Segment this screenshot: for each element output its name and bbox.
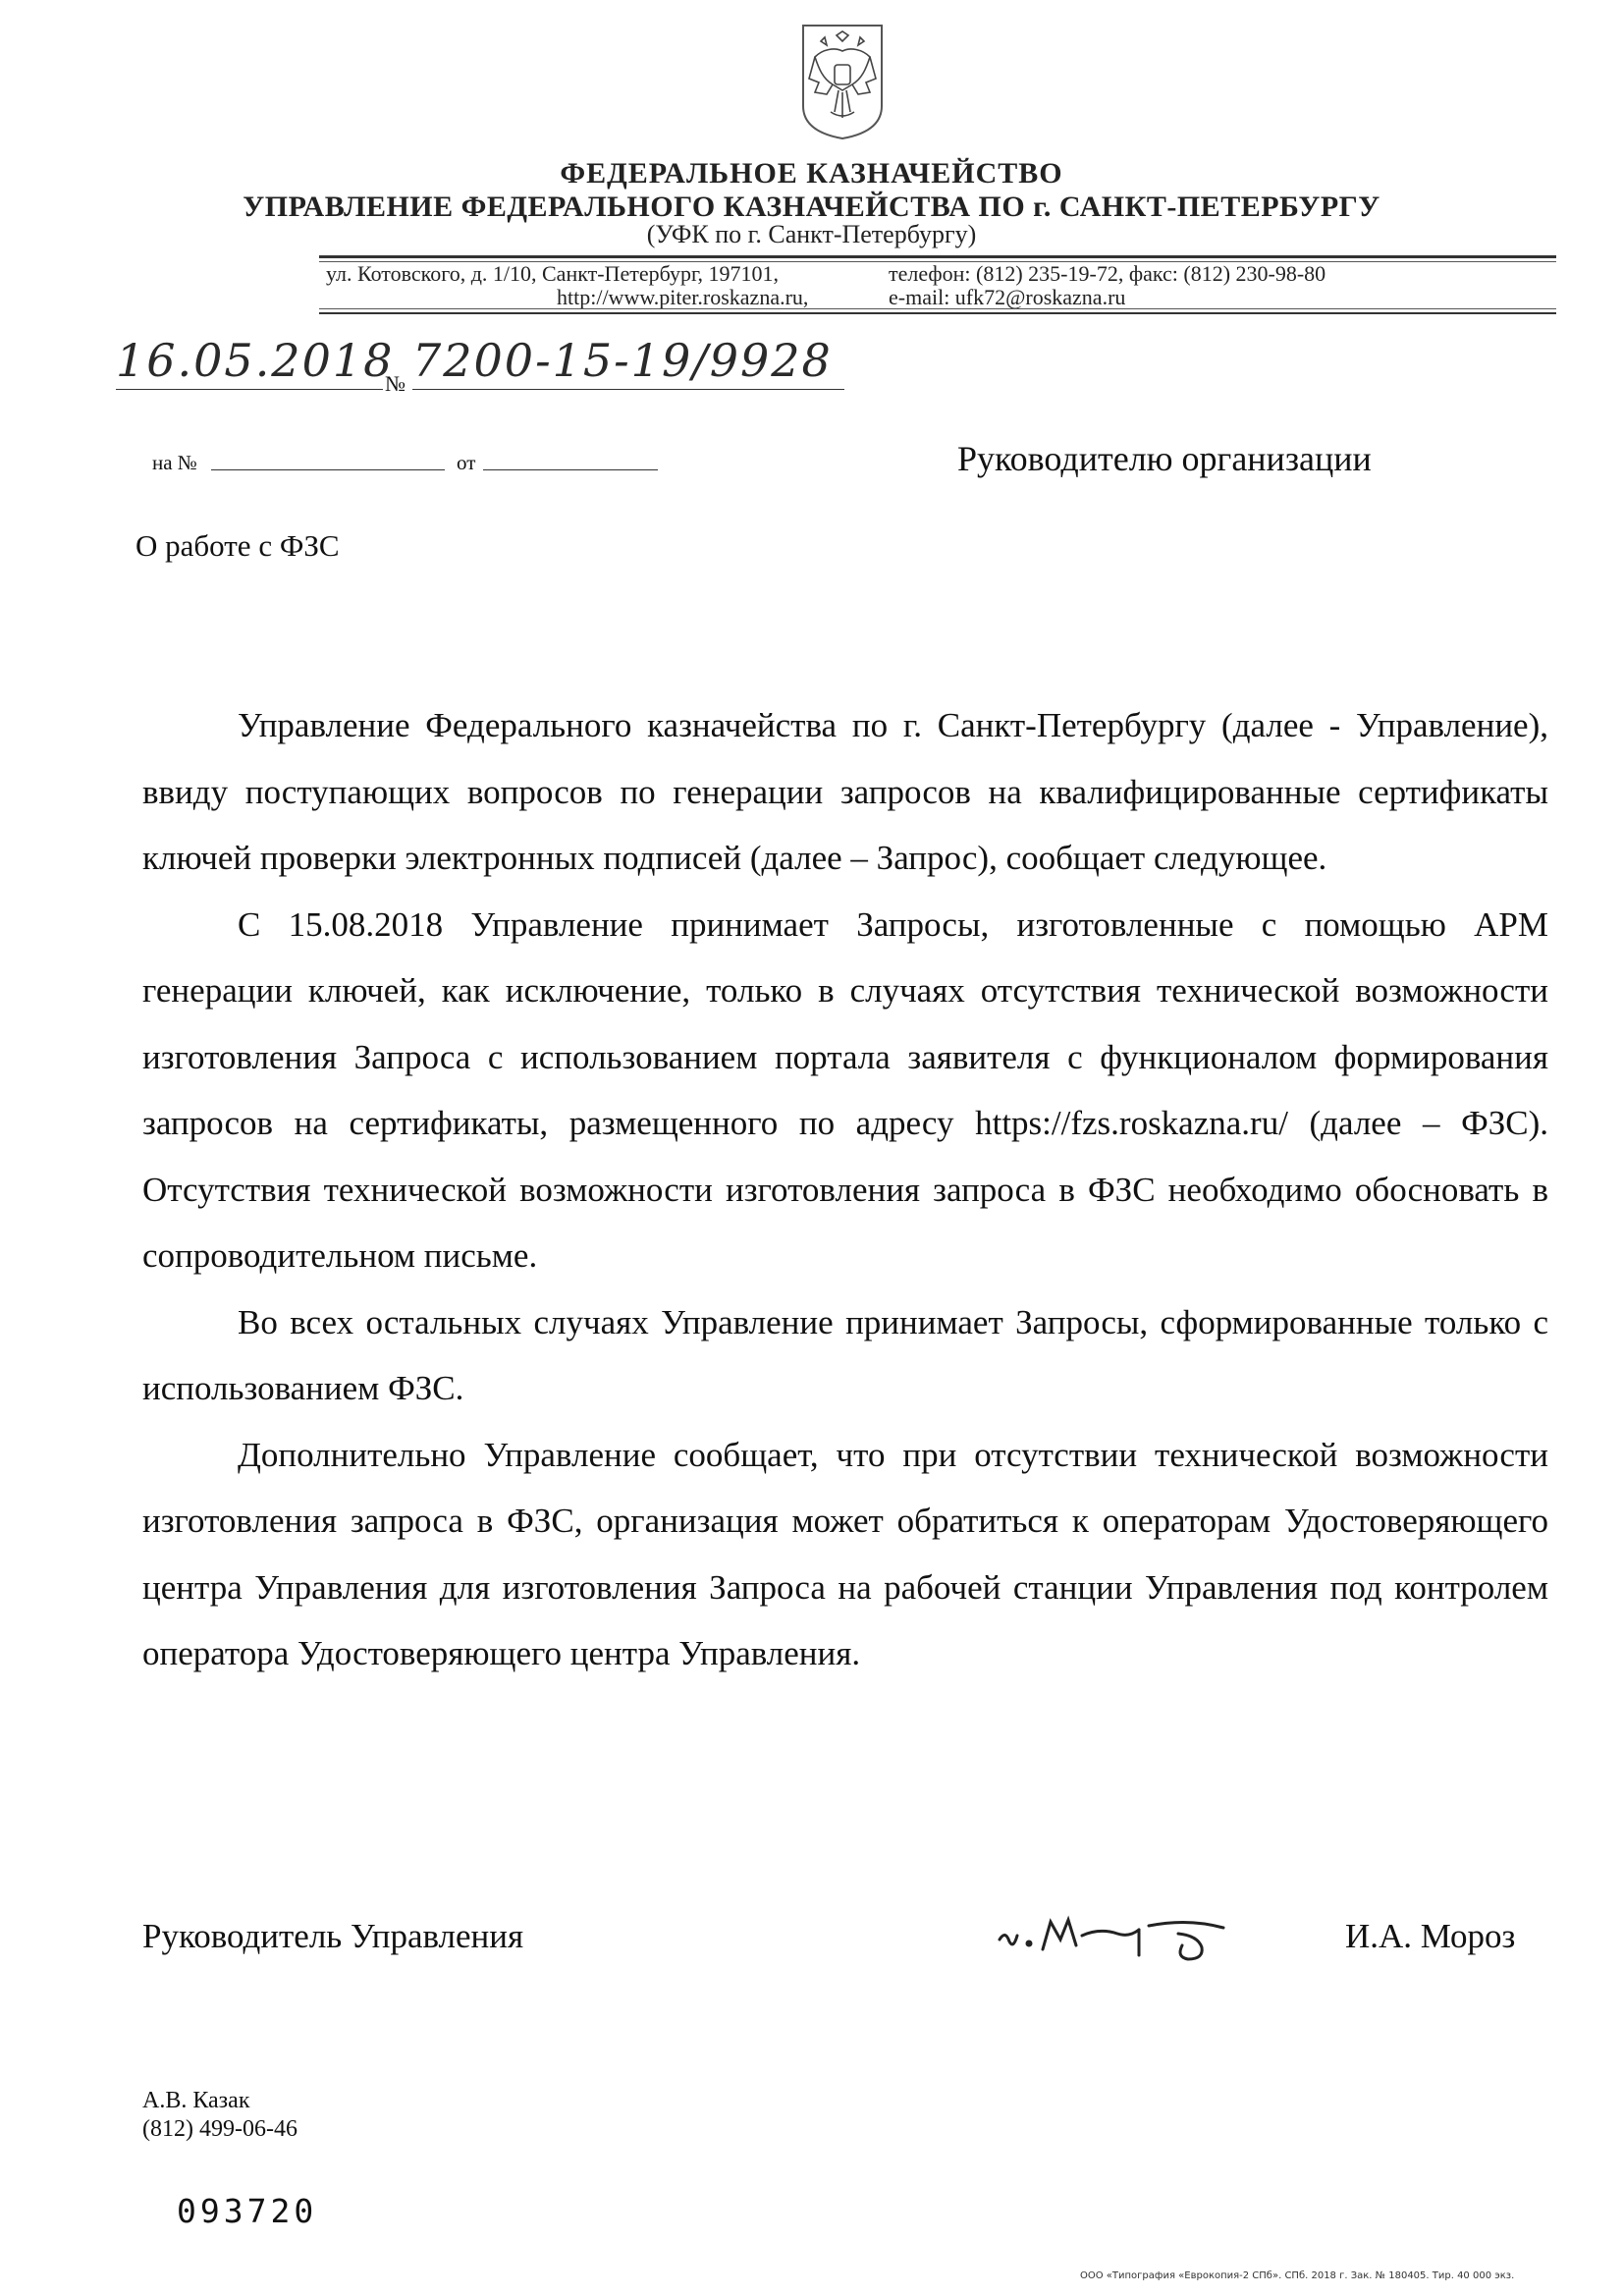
registration-number: 7200-15-19/9928	[412, 334, 833, 387]
body-paragraph-2: С 15.08.2018 Управление принимает Запросы, изготовленные с помощью АРМ генерации ключей, как исключение, только в случаях отсутствия технической возможности изготовления Запроса с использованием портала заявителя с функционалом формирования запросов на сертификаты, размещенного по адресу https://fzs.roskazna.ru/ (далее – ФЗС). Отсутствия технической возможности изготовления запроса в ФЗС необходимо обосновать в сопроводительном письме.	[142, 904, 1548, 1275]
letterhead-org-line-2: УПРАВЛЕНИЕ ФЕДЕРАЛЬНОГО КАЗНАЧЕЙСТВА ПО г. САНКТ-ПЕТЕРБУРГУ	[243, 191, 1380, 223]
registration-date: 16.05.2018	[116, 334, 395, 387]
letterhead-phone-fax: телефон: (812) 235-19-72, факс: (812) 230-98-80	[889, 261, 1326, 286]
executor-name: А.В. Казак	[142, 2088, 250, 2113]
executor-phone: (812) 499-06-46	[142, 2116, 298, 2142]
addressee: Руководителю организации	[957, 439, 1372, 478]
reference-number-label: на №	[152, 451, 197, 474]
letterhead-address: ул. Котовского, д. 1/10, Санкт-Петербург, 197101,	[326, 261, 779, 286]
printer-imprint: ООО «Типография «Еврокопия-2 СПб». СПб. 2018 г. Зак. № 180405. Тир. 40 000 экз.	[1080, 2270, 1515, 2281]
letterhead-org-line-1: ФЕДЕРАЛЬНОЕ КАЗНАЧЕЙСТВО	[560, 157, 1063, 190]
form-serial-number: 093720	[177, 2192, 318, 2230]
letterhead-org-short-name: (УФК по г. Санкт-Петербургу)	[646, 220, 977, 248]
registration-number-underline	[412, 389, 844, 390]
registration-date-underline	[116, 389, 383, 390]
signatory-name: И.А. Мороз	[1345, 1917, 1516, 1955]
letterhead-rule-bottom-thick	[319, 312, 1556, 314]
coat-of-arms-emblem	[797, 22, 888, 141]
body-paragraph-1: Управление Федерального казначейства по г. Санкт-Петербургу (далее - Управление), ввиду поступающих вопросов по генерации запросов на квалифицированные сертификаты ключей проверки электронных подписей (далее – Запрос), сообщает следующее.	[142, 706, 1548, 877]
body-paragraph-3: Во всех остальных случаях Управление принимает Запросы, сформированные только с использованием ФЗС.	[142, 1302, 1548, 1407]
reference-number-blank	[211, 469, 445, 470]
number-sign: №	[385, 371, 406, 396]
letter-body	[142, 692, 1548, 1687]
letterhead-email: e-mail: ufk72@roskazna.ru	[889, 285, 1126, 309]
letter-subject: О работе с ФЗС	[135, 528, 340, 563]
letterhead-rule-bottom-thin	[319, 308, 1556, 309]
signatory-position: Руководитель Управления	[142, 1917, 524, 1955]
reference-date-label: от	[457, 451, 476, 474]
body-paragraph-4: Дополнительно Управление сообщает, что при отсутствии технической возможности изготовления запроса в ФЗС, организация может обратиться к операторам Удостоверяющего центра Управления для изготовления Запроса на рабочей станции Управления под контролем оператора Удостоверяющего центра Управления.	[142, 1435, 1548, 1672]
reference-date-blank	[483, 469, 658, 470]
letterhead-rule-top-thick	[319, 255, 1556, 258]
handwritten-signature	[992, 1900, 1237, 1969]
letterhead-website: http://www.piter.roskazna.ru,	[557, 285, 809, 309]
